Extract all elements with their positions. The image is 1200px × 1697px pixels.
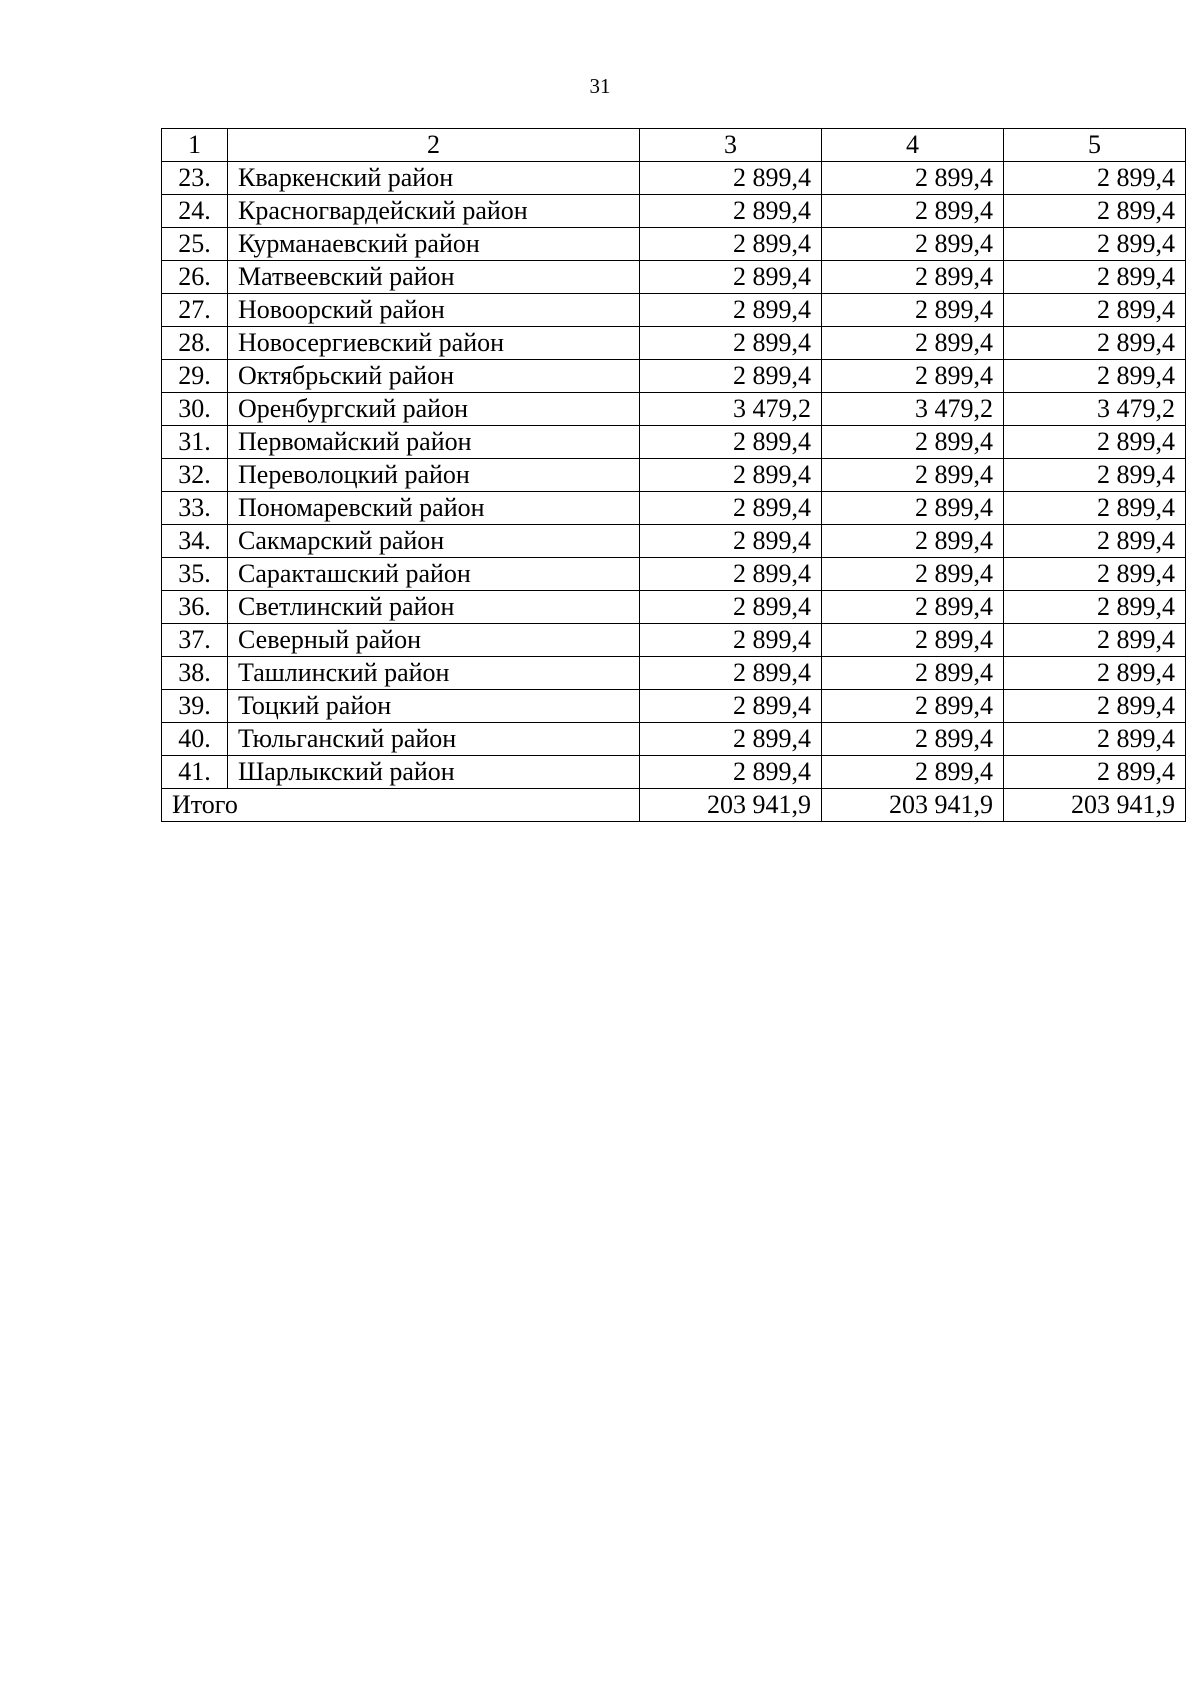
value-col5: 2 899,4 — [1004, 492, 1186, 525]
value-col5: 2 899,4 — [1004, 426, 1186, 459]
value-col4: 2 899,4 — [822, 525, 1004, 558]
table-row — [162, 492, 1186, 525]
value-col5: 2 899,4 — [1004, 558, 1186, 591]
row-number: 29. — [162, 360, 228, 393]
district-name: Курманаевский район — [228, 228, 640, 261]
row-number: 30. — [162, 393, 228, 426]
table-header-row — [162, 129, 1186, 162]
table-row — [162, 525, 1186, 558]
value-col5: 2 899,4 — [1004, 459, 1186, 492]
value-col3: 2 899,4 — [640, 261, 822, 294]
value-col5: 2 899,4 — [1004, 360, 1186, 393]
table-row — [162, 162, 1186, 195]
total-value-col3: 203 941,9 — [640, 789, 822, 822]
value-col5: 3 479,2 — [1004, 393, 1186, 426]
value-col4: 2 899,4 — [822, 162, 1004, 195]
total-row — [162, 789, 1186, 822]
value-col4: 2 899,4 — [822, 756, 1004, 789]
table-row — [162, 195, 1186, 228]
district-name: Красногвардейский район — [228, 195, 640, 228]
row-number: 34. — [162, 525, 228, 558]
row-number: 39. — [162, 690, 228, 723]
row-number: 31. — [162, 426, 228, 459]
value-col4: 2 899,4 — [822, 558, 1004, 591]
row-number: 37. — [162, 624, 228, 657]
value-col4: 2 899,4 — [822, 327, 1004, 360]
value-col5: 2 899,4 — [1004, 327, 1186, 360]
header-cell-4: 4 — [822, 129, 1004, 162]
table-row — [162, 393, 1186, 426]
value-col4: 2 899,4 — [822, 657, 1004, 690]
row-number: 41. — [162, 756, 228, 789]
value-col3: 2 899,4 — [640, 756, 822, 789]
row-number: 28. — [162, 327, 228, 360]
value-col3: 2 899,4 — [640, 294, 822, 327]
value-col4: 2 899,4 — [822, 624, 1004, 657]
header-cell-1: 1 — [162, 129, 228, 162]
value-col4: 2 899,4 — [822, 459, 1004, 492]
row-number: 24. — [162, 195, 228, 228]
value-col4: 2 899,4 — [822, 426, 1004, 459]
header-cell-3: 3 — [640, 129, 822, 162]
district-name: Новосергиевский район — [228, 327, 640, 360]
value-col4: 2 899,4 — [822, 195, 1004, 228]
district-name: Пономаревский район — [228, 492, 640, 525]
value-col3: 2 899,4 — [640, 624, 822, 657]
value-col3: 2 899,4 — [640, 591, 822, 624]
value-col5: 2 899,4 — [1004, 690, 1186, 723]
row-number: 25. — [162, 228, 228, 261]
row-number: 36. — [162, 591, 228, 624]
value-col4: 2 899,4 — [822, 690, 1004, 723]
value-col3: 2 899,4 — [640, 723, 822, 756]
value-col3: 2 899,4 — [640, 426, 822, 459]
district-name: Новоорский район — [228, 294, 640, 327]
value-col3: 2 899,4 — [640, 690, 822, 723]
total-value-col4: 203 941,9 — [822, 789, 1004, 822]
allocation-table — [161, 128, 1186, 822]
value-col4: 2 899,4 — [822, 591, 1004, 624]
district-name: Первомайский район — [228, 426, 640, 459]
district-name: Матвеевский район — [228, 261, 640, 294]
value-col5: 2 899,4 — [1004, 591, 1186, 624]
value-col3: 2 899,4 — [640, 657, 822, 690]
value-col4: 2 899,4 — [822, 723, 1004, 756]
district-name: Тюльганский район — [228, 723, 640, 756]
row-number: 33. — [162, 492, 228, 525]
row-number: 40. — [162, 723, 228, 756]
value-col3: 2 899,4 — [640, 558, 822, 591]
header-cell-2: 2 — [228, 129, 640, 162]
table-row — [162, 459, 1186, 492]
value-col3: 2 899,4 — [640, 195, 822, 228]
table-row — [162, 591, 1186, 624]
total-value-col5: 203 941,9 — [1004, 789, 1186, 822]
value-col5: 2 899,4 — [1004, 162, 1186, 195]
district-name: Тоцкий район — [228, 690, 640, 723]
table-row — [162, 657, 1186, 690]
table-row — [162, 261, 1186, 294]
value-col3: 2 899,4 — [640, 327, 822, 360]
value-col3: 3 479,2 — [640, 393, 822, 426]
value-col3: 2 899,4 — [640, 360, 822, 393]
district-name: Переволоцкий район — [228, 459, 640, 492]
page-number: 31 — [589, 74, 611, 98]
value-col5: 2 899,4 — [1004, 657, 1186, 690]
table-row — [162, 360, 1186, 393]
row-number: 23. — [162, 162, 228, 195]
row-number: 38. — [162, 657, 228, 690]
table-row — [162, 294, 1186, 327]
table-row — [162, 624, 1186, 657]
total-label: Итого — [162, 789, 640, 822]
table-row — [162, 426, 1186, 459]
row-number: 35. — [162, 558, 228, 591]
value-col4: 2 899,4 — [822, 294, 1004, 327]
row-number: 26. — [162, 261, 228, 294]
district-name: Оренбургский район — [228, 393, 640, 426]
value-col3: 2 899,4 — [640, 162, 822, 195]
district-name: Ташлинский район — [228, 657, 640, 690]
district-name: Саракташский район — [228, 558, 640, 591]
district-name: Шарлыкский район — [228, 756, 640, 789]
value-col5: 2 899,4 — [1004, 294, 1186, 327]
table-row — [162, 327, 1186, 360]
district-name: Светлинский район — [228, 591, 640, 624]
value-col4: 2 899,4 — [822, 360, 1004, 393]
table-row — [162, 723, 1186, 756]
value-col4: 2 899,4 — [822, 228, 1004, 261]
district-name: Северный район — [228, 624, 640, 657]
value-col5: 2 899,4 — [1004, 756, 1186, 789]
district-name: Кваркенский район — [228, 162, 640, 195]
value-col5: 2 899,4 — [1004, 228, 1186, 261]
value-col3: 2 899,4 — [640, 525, 822, 558]
value-col5: 2 899,4 — [1004, 525, 1186, 558]
row-number: 32. — [162, 459, 228, 492]
table-row — [162, 228, 1186, 261]
value-col5: 2 899,4 — [1004, 195, 1186, 228]
value-col5: 2 899,4 — [1004, 261, 1186, 294]
value-col4: 2 899,4 — [822, 492, 1004, 525]
district-name: Октябрьский район — [228, 360, 640, 393]
header-cell-5: 5 — [1004, 129, 1186, 162]
row-number: 27. — [162, 294, 228, 327]
value-col3: 2 899,4 — [640, 459, 822, 492]
table-row — [162, 756, 1186, 789]
value-col3: 2 899,4 — [640, 492, 822, 525]
value-col3: 2 899,4 — [640, 228, 822, 261]
district-name: Сакмарский район — [228, 525, 640, 558]
table-row — [162, 558, 1186, 591]
value-col5: 2 899,4 — [1004, 723, 1186, 756]
value-col4: 2 899,4 — [822, 261, 1004, 294]
table-row — [162, 690, 1186, 723]
value-col5: 2 899,4 — [1004, 624, 1186, 657]
value-col4: 3 479,2 — [822, 393, 1004, 426]
